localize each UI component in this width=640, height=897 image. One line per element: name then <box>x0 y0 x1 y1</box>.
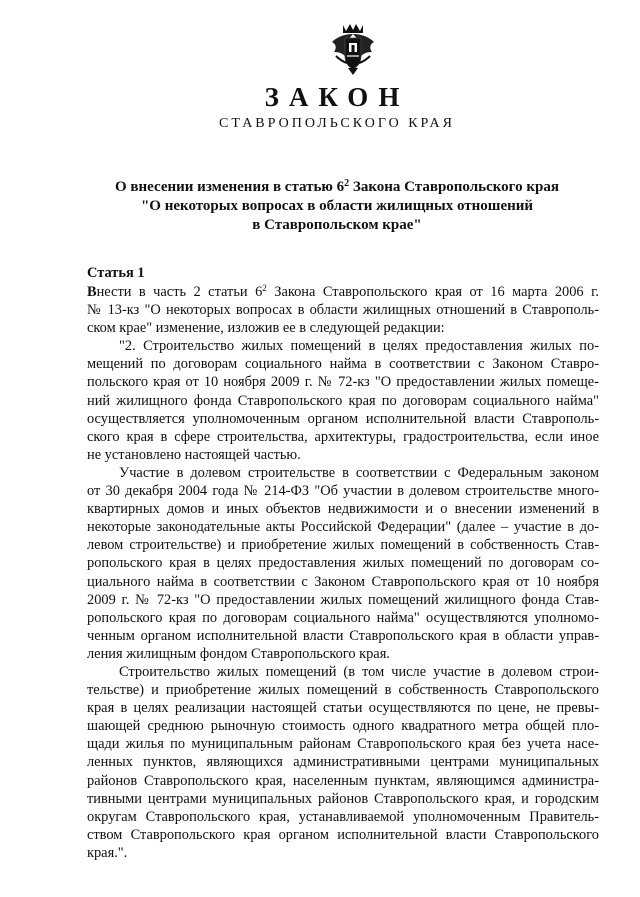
text-line: тивными центрами муниципальных районов Ставропольского края, и городским <box>87 790 599 807</box>
text-line: края.". <box>87 844 128 861</box>
text-line: ления жилищным фондом Ставропольского края. <box>87 645 390 662</box>
text-line: ропольского края по договорам социального найма" осуществляются уполномо- <box>87 609 599 626</box>
text-line: левом строительстве) и приобретение жилых помещений в собственность Став- <box>87 537 599 554</box>
text-line: некоторые законодательные акты Российской Федерации" (далее – участие в до- <box>87 519 599 536</box>
law-heading <box>0 178 640 235</box>
text-line: не установлено настоящей частью. <box>87 446 301 463</box>
law-title: ЗАКОН <box>264 82 410 112</box>
text-line: 2009 г. № 72-кз "О предоставлении жилых помещений жилищного фонда Став- <box>87 591 599 608</box>
paragraph-4 <box>87 663 599 862</box>
text-line: циального найма в соответствии с Законом Ставропольского края от 10 ноября <box>87 573 599 590</box>
text-line: ченным органом исполнительной власти Ставропольского края в области управ- <box>87 627 599 644</box>
text-line: ленных пунктов, являющихся административными центрами муниципальных <box>87 754 599 771</box>
text-line: ний жилищного фонда Ставропольского края по договорам социального найма" <box>87 392 599 409</box>
paragraph-1 <box>87 283 599 337</box>
coat-of-arms-icon <box>328 22 378 76</box>
text-line: мещений по договорам социального найма в соответствии с Законом Ставро- <box>87 356 599 373</box>
text-line: районов Ставропольского края, населенным пунктам, являющимся администра- <box>87 772 599 789</box>
text-line: округам Ставропольского края, устанавливаемой уполномоченным Правитель- <box>87 808 599 825</box>
text-line: Участие в долевом строительстве в соответствии с Федеральным законом <box>119 464 599 481</box>
text-line: осуществляется уполномоченным органом исполнительной власти Ставрополь- <box>87 410 599 427</box>
text-line: тельстве) и приобретение жилых помещений в собственность Ставропольского <box>87 682 599 699</box>
paragraph-2 <box>87 337 599 464</box>
text-line: щади жилья по муниципальным районам Ставропольского края без учета насе- <box>87 736 599 753</box>
heading-line-3: в Ставропольском крае" <box>252 217 422 233</box>
text-line: края в целях реализации настоящей статьи осуществляются по цене, не превы- <box>87 700 599 717</box>
article-label: Статья 1 <box>87 265 145 281</box>
text-line: ством Ставропольского края органом исполнительной власти Ставропольского <box>87 826 599 843</box>
law-region: СТАВРОПОЛЬСКОГО КРАЯ <box>219 116 455 131</box>
text-line: "2. Строительство жилых помещений в целях предоставления жилых по- <box>119 338 599 355</box>
text-line: Строительство жилых помещений (в том числе участие в долевом строи- <box>119 663 599 680</box>
text-line: № 13-кз "О некоторых вопросах в области жилищных отношений в Ставрополь- <box>87 302 599 319</box>
heading-line-2: "О некоторых вопросах в области жилищных отношений <box>140 198 534 214</box>
text-line: ском крае" изменение, изложив ее в следующей редакции: <box>87 320 445 337</box>
heading-line-1: О внесении изменения в статью $6^2$ Закона Ставропольского края <box>115 178 559 195</box>
text-line: польского края от 10 ноября 2009 г. № 72-кз "О предоставлении жилых помеще- <box>87 374 599 391</box>
text-line: ропольского края в целях предоставления жилых помещений по договорам со- <box>87 555 599 572</box>
text-line: Внести в часть 2 статьи $6^2$ Закона Ставропольского края от 16 марта 2006 г. <box>87 283 599 300</box>
text-line: ского края в сфере строительства, архитектуры, градостроительства, если иное <box>87 428 599 445</box>
article-body <box>87 283 599 862</box>
text-line: от 30 декабря 2004 года № 214-ФЗ "Об участии в долевом строительстве много- <box>87 483 599 500</box>
text-line: шающей среднюю рыночную стоимость одного квадратного метра общей пло- <box>87 718 599 735</box>
paragraph-3 <box>87 464 599 663</box>
text-line: квартирных домов и иных объектов недвижимости и о внесении изменений в <box>87 501 599 518</box>
